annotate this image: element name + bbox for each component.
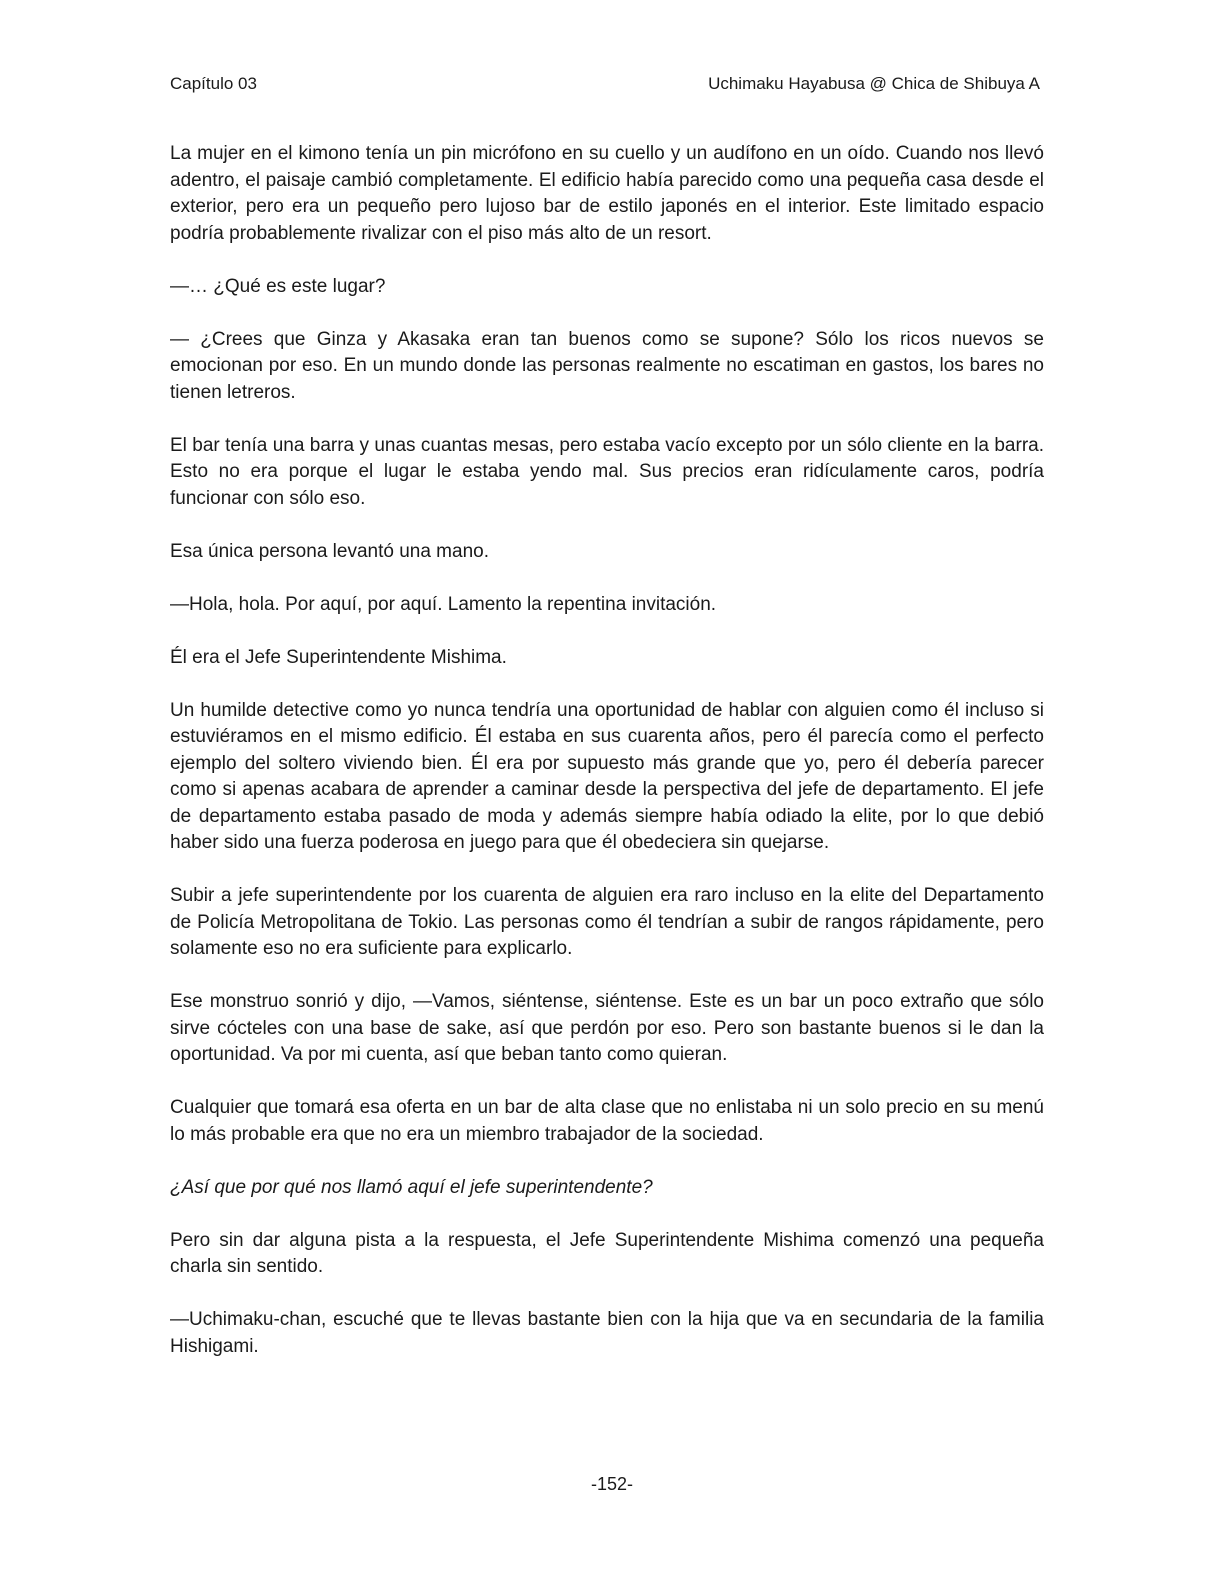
paragraph: Subir a jefe superintendente por los cuarenta de alguien era raro incluso en la elite del Departamento de Policía Metropolitana de Tokio. Las personas como él tendrían a subir de rangos rápidamente, pero solamente eso no era suficiente para explicarlo.: [170, 885, 1044, 959]
book-title-header: Uchimaku Hayabusa @ Chica de Shibuya A: [708, 74, 1040, 93]
page-body: [170, 141, 1044, 1387]
chapter-header: Capítulo 03: [170, 74, 257, 93]
paragraph: —Hola, hola. Por aquí, por aquí. Lamento la repentina invitación.: [170, 593, 717, 615]
paragraph: Esa única persona levantó una mano.: [170, 540, 489, 562]
paragraph: La mujer en el kimono tenía un pin micrófono en su cuello y un audífono en un oído. Cuando nos llevó adentro, el paisaje cambió completamente. El edificio había parecido como una pequeña casa desde el exterior, pero era un pequeño pero lujoso bar de estilo japonés en el interior. Este limitado espacio podría probablemente rivalizar con el piso más alto de un resort.: [170, 143, 1044, 244]
paragraph: —Uchimaku-chan, escuché que te llevas bastante bien con la hija que va en secundaria de la familia Hishigami.: [170, 1309, 1044, 1357]
page-number: -152-: [590, 1474, 634, 1494]
paragraph-italic-thought: ¿Así que por qué nos llamó aquí el jefe superintendente?: [170, 1176, 653, 1198]
paragraph: Un humilde detective como yo nunca tendría una oportunidad de hablar con alguien como él incluso si estuviéramos en el mismo edificio. Él estaba en sus cuarenta años, pero él parecía como el perfecto ejemplo del soltero viviendo bien. Él era por supuesto más grande que yo, pero él debería parecer como si apenas acabara de aprender a caminar desde la perspectiva del jefe de departamento. El jefe de departamento estaba pasado de moda y además siempre había odiado la elite, por lo que debió haber sido una fuerza poderosa en juego para que él obedeciera sin quejarse.: [170, 699, 1044, 853]
paragraph: El bar tenía una barra y unas cuantas mesas, pero estaba vacío excepto por un sólo cliente en la barra. Esto no era porque el lugar le estaba yendo mal. Sus precios eran ridículamente caros, podría funcionar con sólo eso.: [170, 434, 1044, 509]
paragraph: Ese monstruo sonrió y dijo, —Vamos, siéntense, siéntense. Este es un bar un poco extraño que sólo sirve cócteles con una base de sake, así que perdón por eso. Pero son bastante buenos si le dan la oportunidad. Va por mi cuenta, así que beban tanto como quieran.: [170, 991, 1044, 1065]
paragraph: Él era el Jefe Superintendente Mishima.: [170, 646, 507, 668]
paragraph: Pero sin dar alguna pista a la respuesta, el Jefe Superintendente Mishima comenzó una pequeña charla sin sentido.: [170, 1229, 1044, 1277]
paragraph: Cualquier que tomará esa oferta en un bar de alta clase que no enlistaba ni un solo precio en su menú lo más probable era que no era un miembro trabajador de la sociedad.: [170, 1097, 1044, 1145]
paragraph: —… ¿Qué es este lugar?: [170, 275, 386, 297]
paragraph: — ¿Crees que Ginza y Akasaka eran tan buenos como se supone? Sólo los ricos nuevos se emocionan por eso. En un mundo donde las personas realmente no escatiman en gastos, los bares no tienen letreros.: [170, 328, 1044, 403]
